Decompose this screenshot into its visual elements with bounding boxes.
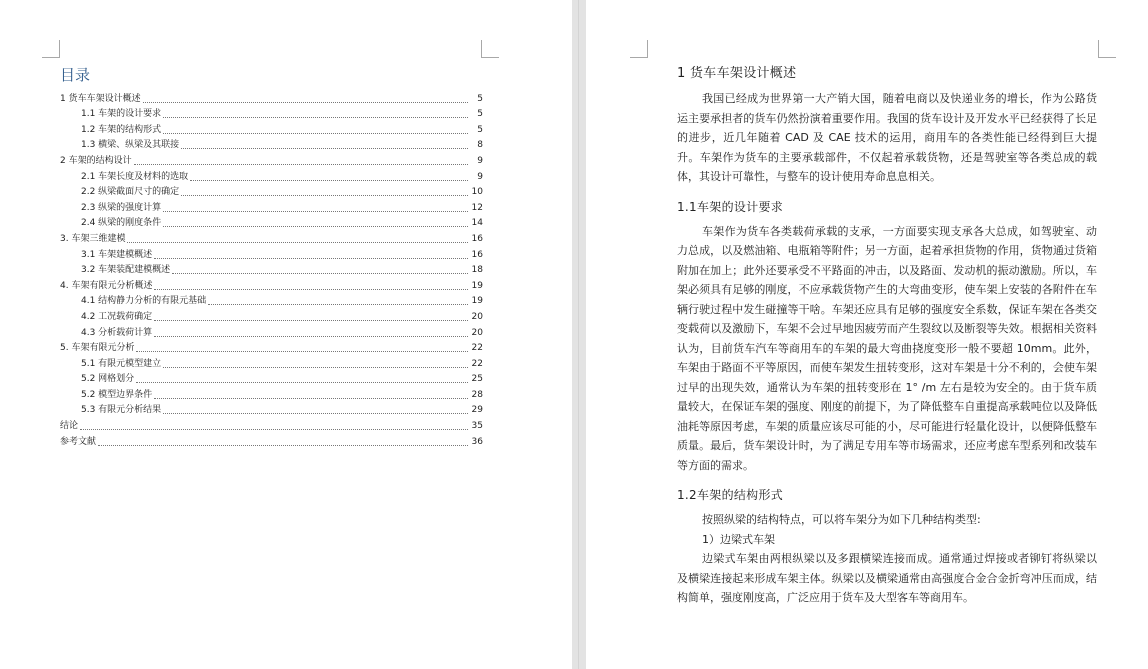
toc-entry[interactable] (60, 151, 483, 167)
toc-page-number: 28 (471, 389, 483, 400)
toc-page-number: 22 (471, 358, 483, 369)
heading-1: 1 货车车架设计概述 (677, 66, 797, 81)
toc-entry-text: 1.1 车架的设计要求 (81, 109, 162, 120)
toc-leader-dots (163, 117, 468, 118)
toc-entry-text: 1.2 车架的结构形式 (81, 124, 162, 135)
toc-leader-dots (80, 429, 468, 430)
toc-leader-dots (172, 273, 468, 274)
toc-leader-dots (163, 413, 468, 414)
toc-leader-dots (154, 336, 468, 337)
toc-entry-text: 2.1 车架长度及材料的选取 (81, 171, 189, 182)
paragraph: 边梁式车架由两根纵梁以及多跟横梁连接而成。通常通过焊接或者铆钉将纵梁以及横梁连接起来形成车架主体。纵梁以及横梁通常由高强度合金合金折弯冲压而成，结构简单，强度刚度高，广泛应用于货车及大型客车等商用车。 (677, 552, 1097, 604)
toc-entry[interactable] (60, 385, 483, 401)
margin-mark-top-right (481, 40, 499, 58)
toc-page-number: 25 (471, 374, 483, 385)
toc-leader-dots (163, 226, 468, 227)
toc-entry[interactable] (60, 292, 483, 308)
toc-entry[interactable] (60, 105, 483, 121)
toc-entry-text: 5.2 网格划分 (81, 374, 135, 385)
toc-list (60, 89, 483, 448)
toc-page-number: 29 (471, 405, 483, 416)
toc-entry[interactable] (60, 214, 483, 230)
paragraph: 我国已经成为世界第一大产销大国，随着电商以及快递业务的增长，作为公路货运主要承担者的货车仍然扮演着重要作用。我国的货车设计及开发水平已经获得了长足的进步，近几年随着 CAD 及 CAE 技术的运用，商用车的各类性能已经得到巨大提升。车架作为货车的主要承载部件，不仅起着承载货物，还是驾驶室等各类总成的载体，其设计可靠性，与整车的设计使用寿命息息相关。 (677, 92, 1097, 183)
margin-mark-top-right (1098, 40, 1116, 58)
margin-mark-top-left (630, 40, 648, 58)
toc-page-number: 20 (471, 311, 483, 322)
toc-entry-text: 2 车架的结构设计 (60, 155, 132, 166)
toc-entry[interactable] (60, 339, 483, 355)
body-content (677, 62, 1097, 608)
toc-page-number: 14 (471, 218, 483, 229)
list-item-label: 1）边梁式车架 (702, 532, 775, 546)
toc-page-number: 36 (471, 436, 483, 447)
toc-entry[interactable] (60, 245, 483, 261)
toc-leader-dots (163, 211, 468, 212)
toc-entry-text: 1.3 横梁、纵梁及其联接 (81, 140, 180, 151)
toc-page-number: 18 (471, 265, 483, 276)
toc-entry[interactable] (60, 89, 483, 105)
toc-page-number: 5 (477, 124, 483, 135)
toc-entry[interactable] (60, 432, 483, 448)
toc-page-number: 19 (471, 280, 483, 291)
toc-entry-text: 1 货车车架设计概述 (60, 93, 141, 104)
toc-leader-dots (136, 382, 468, 383)
toc-entry[interactable] (60, 323, 483, 339)
toc-entry-text: 2.4 纵梁的刚度条件 (81, 218, 162, 229)
heading-1-2: 1.2车架的结构形式 (677, 488, 784, 502)
toc-entry-text: 2.2 纵梁截面尺寸的确定 (81, 187, 180, 198)
toc-entry-text: 2.3 纵梁的强度计算 (81, 202, 162, 213)
page-toc (0, 0, 572, 669)
toc-entry[interactable] (60, 276, 483, 292)
toc-leader-dots (127, 242, 468, 243)
toc-entry-text: 3.1 车架建模概述 (81, 249, 153, 260)
toc-title: 目录 (60, 66, 91, 84)
toc-entry[interactable] (60, 401, 483, 417)
toc-leader-dots (136, 351, 468, 352)
toc-entry-text: 5.1 有限元模型建立 (81, 358, 162, 369)
toc-entry[interactable] (60, 136, 483, 152)
toc-leader-dots (163, 367, 468, 368)
toc-entry-text: 4.3 分析载荷计算 (81, 327, 153, 338)
toc-entry-text: 5. 车架有限元分析 (60, 343, 135, 354)
toc-entry[interactable] (60, 183, 483, 199)
toc-page-number: 9 (477, 171, 483, 182)
toc-entry-text: 3.2 车架装配建模概述 (81, 265, 171, 276)
toc-entry[interactable] (60, 370, 483, 386)
toc-leader-dots (154, 398, 468, 399)
paragraph: 车架作为货车各类载荷承载的支承，一方面要实现支承各大总成，如驾驶室、动力总成，以及燃油箱、电瓶箱等附件；另一方面，起着承担货物的作用，货物通过货箱附加在加上；此外还要承受不平路面的冲击，以及路面、发动机的振动激励。所以，车架必须具有足够的刚度，不应承载货物产生的大弯曲变形，使车架上安装的各附件在车辆行驶过程中发生碰撞等干啥。车架还应具有足够的强度安全系数，保证车架在各类交变载荷以及激励下，车架不会过早地因疲劳而产生裂纹以及断裂等失效。根据相关资料认为，目前货车汽车等商用车的车架的最大弯曲挠度变形一般不要超 10mm。此外，车架由于路面不平等原因，而使车架发生扭转变形，这对车架是十分不利的，会使车架过早的出现失效，通常认为车架的扭转变形在 1° /m 左右是较为安全的。由于货车质量较大，在保证车架的强度、刚度的前提下，为了降低整车自重提高承载吨位以及降低油耗等原因考虑，车架的质量应该尽可能的小，尽可能进行轻量化设计，以便降低整车质量。最后，货车架设计时，为了满足专用车等市场需求，还应考虑车型系列和改装车等方面的需求。 (677, 224, 1097, 472)
toc-entry-text: 4.2 工况载荷确定 (81, 311, 153, 322)
toc-entry-text: 结论 (60, 421, 79, 432)
toc-leader-dots (98, 445, 468, 446)
toc-entry[interactable] (60, 307, 483, 323)
toc-page-number: 22 (471, 343, 483, 354)
toc-entry-text: 参考文献 (60, 436, 97, 447)
toc-leader-dots (134, 164, 468, 165)
page-gutter (572, 0, 586, 669)
toc-entry[interactable] (60, 167, 483, 183)
toc-entry[interactable] (60, 198, 483, 214)
toc-page-number: 8 (477, 140, 483, 151)
toc-page-number: 9 (477, 155, 483, 166)
margin-mark-top-left (42, 40, 60, 58)
toc-page-number: 5 (477, 109, 483, 120)
toc-page-number: 19 (471, 296, 483, 307)
toc-leader-dots (154, 289, 468, 290)
toc-page-number: 20 (471, 327, 483, 338)
toc-entry[interactable] (60, 120, 483, 136)
toc-page-number: 35 (471, 421, 483, 432)
toc-leader-dots (143, 102, 468, 103)
heading-1-1: 1.1车架的设计要求 (677, 199, 784, 214)
toc-entry-text: 4.1 结构静力分析的有限元基础 (81, 296, 207, 307)
toc-leader-dots (190, 180, 468, 181)
toc-page-number: 12 (471, 202, 483, 213)
toc-entry-text: 4. 车架有限元分析概述 (60, 280, 153, 291)
toc-leader-dots (163, 133, 468, 134)
toc-entry[interactable] (60, 229, 483, 245)
toc-page-number: 5 (477, 93, 483, 104)
toc-entry-text: 5.2 模型边界条件 (81, 389, 153, 400)
paragraph: 按照纵梁的结构特点，可以将车架分为如下几种结构类型: (702, 513, 981, 526)
toc-entry[interactable] (60, 354, 483, 370)
toc-leader-dots (154, 258, 468, 259)
toc-page-number: 10 (471, 187, 483, 198)
toc-page-number: 16 (471, 249, 483, 260)
toc-entry-text: 5.3 有限元分析结果 (81, 405, 162, 416)
toc-page-number: 16 (471, 233, 483, 244)
toc-leader-dots (154, 320, 468, 321)
toc-entry[interactable] (60, 261, 483, 277)
toc-leader-dots (181, 148, 468, 149)
toc-leader-dots (181, 195, 468, 196)
toc-entry[interactable] (60, 416, 483, 432)
toc-entry-text: 3. 车架三维建模 (60, 233, 126, 244)
toc-leader-dots (208, 304, 468, 305)
